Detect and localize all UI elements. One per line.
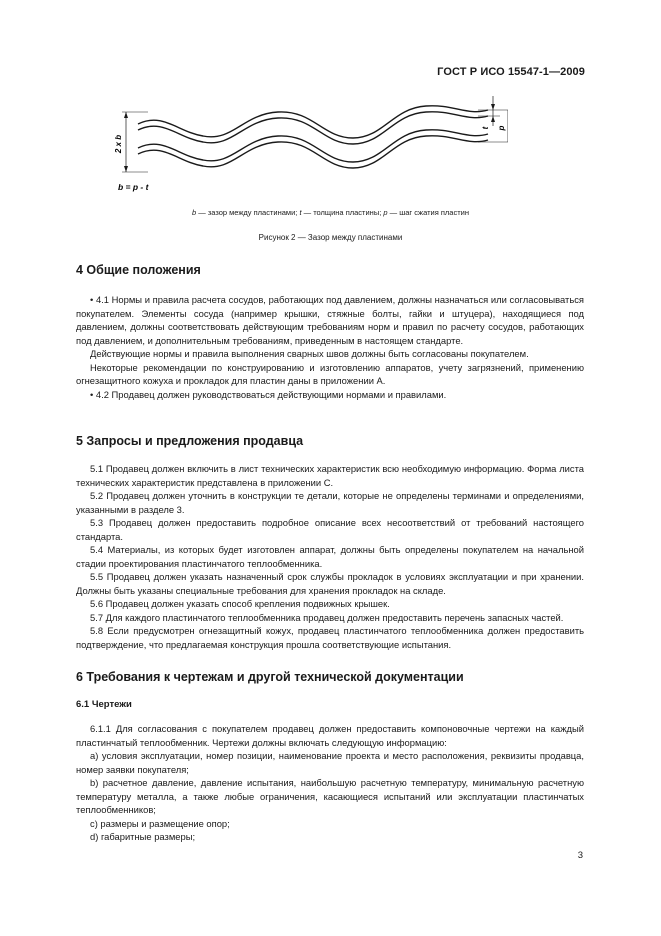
list-item: d) габаритные размеры; bbox=[90, 831, 196, 842]
upper-plate bbox=[138, 106, 488, 138]
legend-b: b bbox=[192, 208, 197, 217]
upper-plate-inner bbox=[138, 112, 488, 144]
dim-2xb-label: 2 x b bbox=[114, 134, 123, 154]
legend-t: t bbox=[299, 208, 302, 217]
list-item: b) расчетное давление, давление испытания, наибольшую расчетную температуру, минимальную расчетную температуру металла, а также любые ограничения, касающиеся испытаний или эксплуатации пластинчатых теплообменников; bbox=[76, 777, 584, 815]
page-number: 3 bbox=[577, 850, 583, 861]
paragraph: • 4.1 Нормы и правила расчета сосудов, работающих под давлением, должны назначаться или согласовываться покупателем. Элементы сосуда (например крышки, стяжные болты, гайки и штуцера), находящиеся под давлением, должны соответствовать действующим требованиям норм и правил по расчету сосудов, работающих под давлением, и дополнительным требованиям, приведенным в настоящем стандарте. bbox=[76, 294, 584, 346]
paragraph: 5.2 Продавец должен уточнить в конструкции те детали, которые не определены терминами и определениями, указанными в разделе 3. bbox=[76, 490, 584, 515]
lower-plate-inner bbox=[138, 136, 488, 168]
paragraph: 6.1.1 Для согласования с покупателем продавец должен предоставить компоновочные чертежи на каждый пластинчатый теплообменник. Чертежи должны включать следующую информацию: bbox=[76, 723, 584, 748]
section-5-title: 5 Запросы и предложения продавца bbox=[76, 434, 304, 448]
section-6-body bbox=[76, 722, 584, 844]
paragraph: 5.3 Продавец должен предоставить подробное описание всех несоответствий от требований настоящего стандарта. bbox=[76, 517, 584, 542]
section-6-title: 6 Требования к чертежам и другой технической документации bbox=[76, 670, 464, 684]
document-header: ГОСТ Р ИСО 15547-1—2009 bbox=[437, 66, 585, 78]
paragraph: 5.6 Продавец должен указать способ крепления подвижных крышек. bbox=[90, 598, 390, 609]
section-4-body bbox=[76, 293, 584, 401]
lower-plate bbox=[138, 130, 488, 162]
legend-t-desc: — толщина пластины; bbox=[301, 208, 384, 217]
paragraph: 5.1 Продавец должен включить в лист технических характеристик всю необходимую информацию. Форма листа технических характеристик представлена в приложении С. bbox=[76, 463, 584, 488]
dim-t-label: t bbox=[481, 126, 490, 130]
formula-label: b = p - t bbox=[118, 182, 149, 192]
paragraph: Действующие нормы и правила выполнения сварных швов должны быть согласованы покупателем. bbox=[90, 348, 529, 359]
list-item: с) размеры и размещение опор; bbox=[90, 817, 230, 829]
paragraph: Некоторые рекомендации по конструированию и изготовлению аппаратов, учету загрязнений, применению огнезащитного кожуха и прокладок для пластин даны в приложении А. bbox=[76, 361, 584, 386]
paragraph: 5.7 Для каждого пластинчатого теплообменника продавец должен предоставить перечень запасных частей. bbox=[90, 611, 564, 623]
paragraph: 5.4 Материалы, из которых будет изготовлен аппарат, должны быть определены покупателем на начальной стадии проектирования пластинчатого теплообменника. bbox=[76, 544, 584, 569]
dim-p-label: p bbox=[497, 125, 506, 131]
paragraph: 5.8 Если предусмотрен огнезащитный кожух, продавец пластинчатого теплообменника должен предоставить подтверждение, что предлагаемая конструкция прошла соответствующие испытания. bbox=[76, 625, 584, 650]
subsection-6-1-title: 6.1 Чертежи bbox=[76, 699, 132, 710]
legend-b-desc: — зазор между пластинами; bbox=[196, 208, 300, 217]
section-4-title: 4 Общие положения bbox=[76, 263, 201, 277]
legend-p: p bbox=[383, 208, 388, 217]
figure-caption: Рисунок 2 — Зазор между пластинами bbox=[258, 233, 403, 242]
figure-legend bbox=[0, 208, 661, 217]
list-item: а) условия эксплуатации, номер позиции, наименование проекта и место расположения, реквизиты продавца, номер заявки покупателя; bbox=[76, 750, 584, 775]
paragraph: • 4.2 Продавец должен руководствоваться действующими нормами и правилами. bbox=[90, 388, 447, 400]
plate-gap-figure bbox=[108, 92, 508, 192]
legend-p-desc: — шаг сжатия пластин bbox=[387, 208, 469, 217]
paragraph: 5.5 Продавец должен указать назначенный срок службы прокладок в условиях эксплуатации и при хранении. Должны быть указаны специальные требования для хранения прокладок на складе. bbox=[76, 571, 584, 596]
section-5-body bbox=[76, 462, 584, 651]
